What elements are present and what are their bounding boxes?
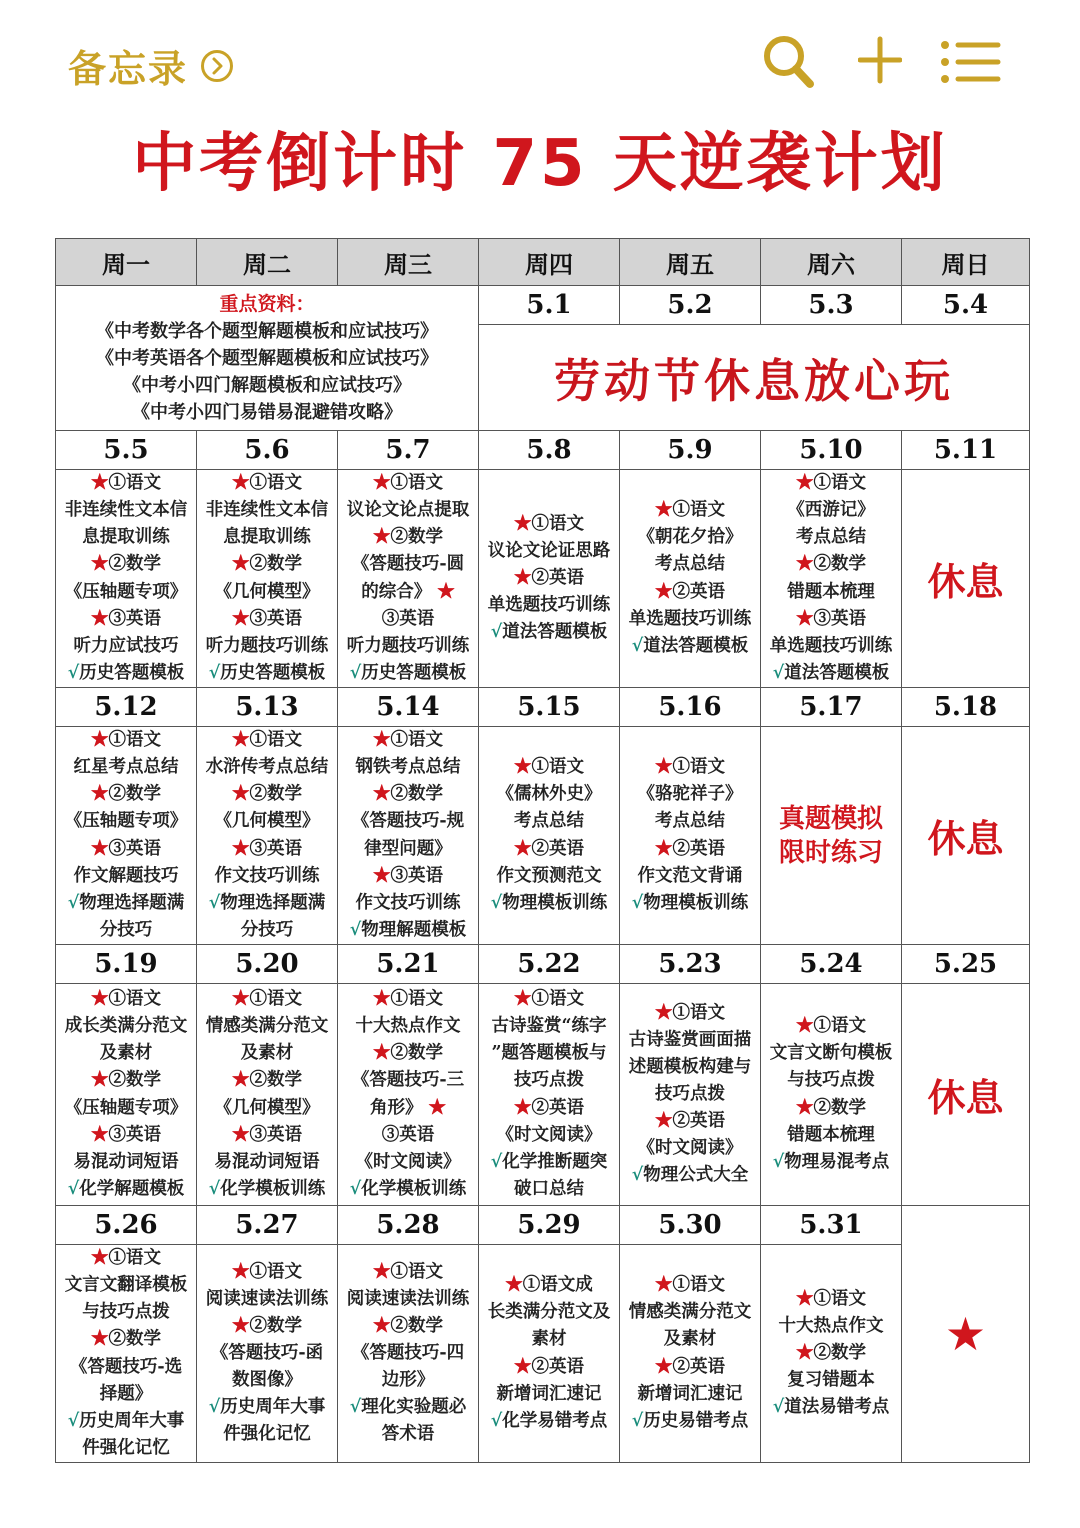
task-line: ”题答题模板与 [491, 1043, 607, 1064]
day-cell [338, 984, 479, 1206]
task-line: ★②数学 [232, 554, 302, 575]
resources-title: 重点资料： [219, 292, 315, 315]
task-line: ★②英语 [655, 1356, 725, 1377]
task-line: 技巧点拨 [655, 1083, 725, 1104]
task-line: 《压轴题专项》 [64, 1097, 188, 1118]
task-line: √物理解题模板 [349, 919, 467, 940]
task-line: √化学解题模板 [67, 1178, 185, 1199]
task-line: √化学推断题突 [490, 1151, 608, 1172]
weekday-header: 周六 [761, 239, 902, 286]
task-line: ★②数学 [373, 527, 443, 548]
task-line: ★②数学 [232, 1315, 302, 1336]
top-bar [0, 0, 1080, 110]
task-line: √历史周年大事 [67, 1410, 185, 1431]
day-cell [197, 1245, 338, 1463]
task-line: 《时文阅读》 [637, 1138, 743, 1159]
task-line: 《压轴题专项》 [64, 811, 188, 832]
task-line: 破口总结 [514, 1178, 584, 1199]
task-line: 《几何模型》 [214, 581, 320, 602]
task-line: 非连续性文本信 [64, 500, 188, 521]
date-cell: 5.11 [902, 431, 1030, 470]
date-cell: 5.6 [197, 431, 338, 470]
day-cell [761, 984, 902, 1206]
date-cell: 5.19 [56, 945, 197, 984]
date-cell: 5.14 [338, 688, 479, 727]
task-line: 作文预测范文 [496, 865, 602, 886]
task-line: ★①语文成 [505, 1275, 593, 1296]
task-line: 错题本梳理 [787, 1124, 875, 1145]
task-line: ★②数学 [373, 784, 443, 805]
task-line: √化学模板训练 [349, 1178, 467, 1199]
task-line: 择题》 [99, 1383, 153, 1404]
day-cell [479, 984, 620, 1206]
task-line: ★①语文 [514, 757, 584, 778]
task-line: ★③英语 [91, 1124, 161, 1145]
task-line: √化学模板训练 [208, 1178, 326, 1199]
date-cell: 5.10 [761, 431, 902, 470]
day-cell [620, 984, 761, 1206]
week3-date-row [56, 945, 1030, 984]
task-line: 述题模板构建与 [628, 1056, 752, 1077]
task-line: ★②英语 [655, 581, 725, 602]
rest-cell [902, 727, 1030, 945]
task-line: ★①语文 [232, 1261, 302, 1282]
task-line: √道法答题模板 [490, 622, 608, 643]
week1-content-row [56, 470, 1030, 688]
task-line: 及素材 [663, 1329, 717, 1350]
day-cell [761, 470, 902, 688]
list-icon[interactable] [940, 40, 1002, 84]
task-line: ★①语文 [655, 500, 725, 521]
task-line: 《答题技巧-选 [69, 1356, 183, 1377]
task-line: ★③英语 [91, 608, 161, 629]
task-line: 钢铁考点总结 [355, 757, 461, 778]
task-line: 《几何模型》 [214, 811, 320, 832]
date-cell: 5.7 [338, 431, 479, 470]
week0-date-row [56, 286, 1030, 325]
weekday-header: 周一 [56, 239, 197, 286]
task-line: 作文技巧训练 [214, 865, 320, 886]
task-line: 听力应试技巧 [73, 635, 179, 656]
task-line: ★①语文 [232, 473, 302, 493]
task-line: ★①语文 [91, 473, 161, 493]
rest-text: 休息 [927, 560, 1004, 604]
date-cell: 5.22 [479, 945, 620, 984]
date-cell: 5.17 [761, 688, 902, 727]
task-line: 考点总结 [655, 554, 725, 575]
day-cell [479, 727, 620, 945]
task-line: 角形》 ★ [369, 1097, 447, 1118]
date-cell: 5.5 [56, 431, 197, 470]
task-line: 文言文断句模板 [769, 1043, 893, 1064]
task-line: 议论文论证思路 [487, 540, 611, 561]
date-cell: 5.28 [338, 1206, 479, 1245]
task-line: ★②数学 [232, 784, 302, 805]
day-cell [338, 1245, 479, 1463]
task-line: ★②英语 [514, 1356, 584, 1377]
date-cell: 5.31 [761, 1206, 902, 1245]
task-line: 与技巧点拨 [82, 1302, 170, 1323]
task-line: 《骆驼祥子》 [637, 784, 743, 805]
task-line: ★①语文 [373, 1261, 443, 1282]
task-line: 十大热点作文 [778, 1315, 884, 1336]
task-line: ★②数学 [91, 784, 161, 805]
task-line: 件强化记忆 [82, 1437, 170, 1458]
task-line: ★③英语 [373, 865, 443, 886]
back-button[interactable] [68, 38, 234, 93]
task-line: ★③英语 [232, 838, 302, 859]
task-line: 《时文阅读》 [355, 1151, 461, 1172]
holiday-text: 劳动节休息放心玩 [554, 353, 954, 408]
task-line: 听力题技巧训练 [205, 635, 329, 656]
task-line: 《儒林外史》 [496, 784, 602, 805]
task-line: ★①语文 [655, 1002, 725, 1023]
week4-date-row [56, 1206, 1030, 1245]
week2-date-row [56, 688, 1030, 727]
task-line: 作文范文背诵 [637, 865, 743, 886]
task-line: 分技巧 [240, 919, 294, 940]
task-line: ★①语文 [796, 1016, 866, 1037]
rest-text: 休息 [927, 817, 1004, 861]
task-line: √历史答题模板 [208, 662, 326, 683]
task-line: 易混动词短语 [214, 1151, 320, 1172]
task-line: 十大热点作文 [355, 1016, 461, 1037]
task-line: 作文解题技巧 [73, 865, 179, 886]
date-cell: 5.15 [479, 688, 620, 727]
holiday-cell [479, 325, 1030, 431]
task-line: 新增词汇速记 [496, 1383, 602, 1404]
task-line: ★①语文 [91, 1248, 161, 1268]
task-line: ★②数学 [91, 1329, 161, 1350]
task-line: ★②数学 [91, 1070, 161, 1091]
day-cell [479, 470, 620, 688]
task-line: √历史易错考点 [631, 1410, 749, 1431]
task-line: 《几何模型》 [214, 1097, 320, 1118]
task-line: 单选题技巧训练 [769, 635, 893, 656]
toolbar [760, 30, 1080, 100]
task-line: √物理模板训练 [490, 892, 608, 913]
task-line: 及素材 [99, 1043, 153, 1064]
task-line: 息提取训练 [223, 527, 311, 548]
task-line: 作文技巧训练 [355, 892, 461, 913]
task-line: ★①语文 [232, 730, 302, 750]
task-line: 《压轴题专项》 [64, 581, 188, 602]
exam-line: 真题模拟 [778, 803, 883, 834]
task-line: ★②英语 [514, 1097, 584, 1118]
task-line: ★①语文 [91, 989, 161, 1009]
day-cell [197, 470, 338, 688]
day-cell [56, 984, 197, 1206]
week2-content-row [56, 727, 1030, 945]
day-cell [197, 727, 338, 945]
task-line: ③英语 [381, 608, 435, 629]
date-cell: 5.29 [479, 1206, 620, 1245]
task-line: 《答题技巧-四 [351, 1342, 465, 1363]
task-line: ★②数学 [796, 1342, 866, 1363]
date-cell: 5.8 [479, 431, 620, 470]
exam-cell [761, 727, 902, 945]
task-line: 与技巧点拨 [787, 1070, 875, 1091]
task-line: ★①语文 [796, 473, 866, 493]
task-line: ★①语文 [373, 730, 443, 750]
task-line: 议论文论点提取 [346, 500, 470, 521]
task-line: ★②数学 [91, 554, 161, 575]
date-cell: 5.27 [197, 1206, 338, 1245]
task-line: ★③英语 [796, 608, 866, 629]
task-line: ★②数学 [373, 1043, 443, 1064]
task-line: √历史答题模板 [67, 662, 185, 683]
task-line: ★①语文 [514, 989, 584, 1009]
date-cell: 5.24 [761, 945, 902, 984]
task-line: 件强化记忆 [223, 1424, 311, 1445]
task-line: ★①语文 [91, 730, 161, 750]
weekday-header: 周二 [197, 239, 338, 286]
task-line: 素材 [531, 1329, 567, 1350]
task-line: √历史答题模板 [349, 662, 467, 683]
day-cell [338, 727, 479, 945]
task-line: ★①语文 [373, 989, 443, 1009]
task-line: ★③英语 [232, 608, 302, 629]
task-line: ★②英语 [655, 838, 725, 859]
task-line: √物理易混考点 [772, 1151, 890, 1172]
task-line: 阅读速读法训练 [346, 1288, 470, 1309]
task-line: ★①语文 [655, 757, 725, 778]
resource-item: 《中考数学各个题型解题模板和应试技巧》 [96, 320, 438, 342]
task-line: √道法答题模板 [631, 635, 749, 656]
task-line: 数图像》 [232, 1370, 302, 1391]
task-line: 单选题技巧训练 [628, 608, 752, 629]
day-cell [620, 727, 761, 945]
date-cell: 5.18 [902, 688, 1030, 727]
task-line: 律型问题》 [364, 838, 452, 859]
day-cell [56, 727, 197, 945]
task-line: 考点总结 [796, 527, 866, 548]
resource-item: 《中考英语各个题型解题模板和应试技巧》 [96, 347, 438, 369]
task-line: 水浒传考点总结 [205, 757, 329, 778]
weekday-header: 周四 [479, 239, 620, 286]
date-cell: 5.30 [620, 1206, 761, 1245]
task-line: 古诗鉴赏画面描 [628, 1029, 752, 1050]
task-line: 情感类满分范文 [628, 1302, 752, 1323]
task-line: 分技巧 [99, 919, 153, 940]
task-line: ★①语文 [655, 1275, 725, 1296]
task-line: 考点总结 [655, 811, 725, 832]
rest-cell [902, 984, 1030, 1206]
task-line: 听力题技巧训练 [346, 635, 470, 656]
task-line: √物理选择题满 [208, 892, 326, 913]
task-line: 阅读速读法训练 [205, 1288, 329, 1309]
day-cell [56, 1245, 197, 1463]
rest-text: 休息 [927, 1076, 1004, 1120]
date-cell: 5.9 [620, 431, 761, 470]
task-line: 及素材 [240, 1043, 294, 1064]
resources-cell [56, 286, 479, 431]
task-line: 技巧点拨 [514, 1070, 584, 1091]
task-line: ★①语文 [232, 989, 302, 1009]
task-line: 《西游记》 [787, 500, 875, 521]
task-line: √物理选择题满 [67, 892, 185, 913]
exam-line: 限时练习 [778, 837, 883, 868]
task-line: 单选题技巧训练 [487, 595, 611, 616]
task-line: ★③英语 [91, 838, 161, 859]
date-cell: 5.13 [197, 688, 338, 727]
rest-cell [902, 470, 1030, 688]
date-cell: 5.20 [197, 945, 338, 984]
task-line: ★②英语 [514, 567, 584, 588]
task-line: ★②数学 [796, 1097, 866, 1118]
day-cell [197, 984, 338, 1206]
task-line: 《答题技巧-三 [351, 1070, 465, 1091]
task-line: 息提取训练 [82, 527, 170, 548]
date-cell: 5.2 [620, 286, 761, 325]
task-line: √物理公式大全 [631, 1165, 749, 1186]
date-cell: 5.21 [338, 945, 479, 984]
task-line: 《答题技巧-函 [210, 1342, 324, 1363]
page-title: 中考倒计时 75 天逆袭计划 [132, 127, 948, 201]
day-cell [338, 470, 479, 688]
weekday-header: 周五 [620, 239, 761, 286]
task-line: √道法答题模板 [772, 662, 890, 683]
day-cell [479, 1245, 620, 1463]
task-line: 的综合》 ★ [361, 581, 455, 602]
task-line: ★②英语 [655, 1111, 725, 1132]
plus-icon[interactable] [858, 36, 902, 84]
day-cell [620, 470, 761, 688]
weekday-header-row [56, 239, 1030, 286]
resource-item: 《中考小四门易错易混避错攻略》 [132, 401, 402, 423]
task-line: √物理模板训练 [631, 892, 749, 913]
task-line: 《时文阅读》 [496, 1124, 602, 1145]
task-line: ★②英语 [514, 838, 584, 859]
task-line: √化学易错考点 [490, 1410, 608, 1431]
week3-content-row [56, 984, 1030, 1206]
task-line: √理化实验题必 [349, 1397, 467, 1418]
task-line: ★③英语 [232, 1124, 302, 1145]
back-label: 备忘录 [68, 47, 189, 91]
task-line: ★②数学 [796, 554, 866, 575]
task-line: 考点总结 [514, 811, 584, 832]
task-line: 情感类满分范文 [205, 1016, 329, 1037]
task-line: 文言文翻译模板 [64, 1275, 188, 1296]
task-line: ★②数学 [373, 1315, 443, 1336]
task-line: 易混动词短语 [73, 1151, 179, 1172]
weekday-header: 周日 [902, 239, 1030, 286]
calendar-table [55, 238, 1030, 1463]
weekday-header: 周三 [338, 239, 479, 286]
end-mark-cell [902, 1206, 1030, 1463]
date-cell: 5.16 [620, 688, 761, 727]
task-line: 古诗鉴赏“练字 [491, 1016, 607, 1037]
week1-date-row [56, 431, 1030, 470]
task-line: 《朝花夕拾》 [637, 527, 743, 548]
task-line: ③英语 [381, 1124, 435, 1145]
date-cell: 5.3 [761, 286, 902, 325]
date-cell: 5.25 [902, 945, 1030, 984]
star-icon: ★ [944, 1307, 987, 1361]
task-line: 成长类满分范文 [64, 1016, 188, 1037]
task-line: 《答题技巧-圆 [351, 554, 465, 575]
day-cell [761, 1245, 902, 1463]
task-line: ★①语文 [373, 473, 443, 493]
search-icon[interactable] [760, 30, 820, 94]
date-cell: 5.4 [902, 286, 1030, 325]
task-line: 边形》 [381, 1370, 435, 1391]
date-cell: 5.26 [56, 1206, 197, 1245]
task-line: 复习错题本 [787, 1370, 875, 1391]
task-line: 《答题技巧-规 [351, 811, 465, 832]
task-line: ★①语文 [514, 513, 584, 534]
task-line: 红星考点总结 [73, 757, 179, 778]
chevron-circle-icon [200, 49, 234, 83]
date-cell: 5.1 [479, 286, 620, 325]
task-line: √历史周年大事 [208, 1397, 326, 1418]
date-cell: 5.12 [56, 688, 197, 727]
resource-item: 《中考小四门解题模板和应试技巧》 [123, 374, 411, 396]
day-cell [56, 470, 197, 688]
task-line: 非连续性文本信 [205, 500, 329, 521]
task-line: ★②数学 [232, 1070, 302, 1091]
task-line: 长类满分范文及 [487, 1302, 611, 1323]
task-line: 新增词汇速记 [637, 1383, 743, 1404]
task-line: √道法易错考点 [772, 1397, 890, 1418]
week4-content-row [56, 1245, 1030, 1463]
task-line: 答术语 [381, 1424, 435, 1445]
day-cell [620, 1245, 761, 1463]
task-line: 错题本梳理 [787, 581, 875, 602]
task-line: ★①语文 [796, 1288, 866, 1309]
date-cell: 5.23 [620, 945, 761, 984]
